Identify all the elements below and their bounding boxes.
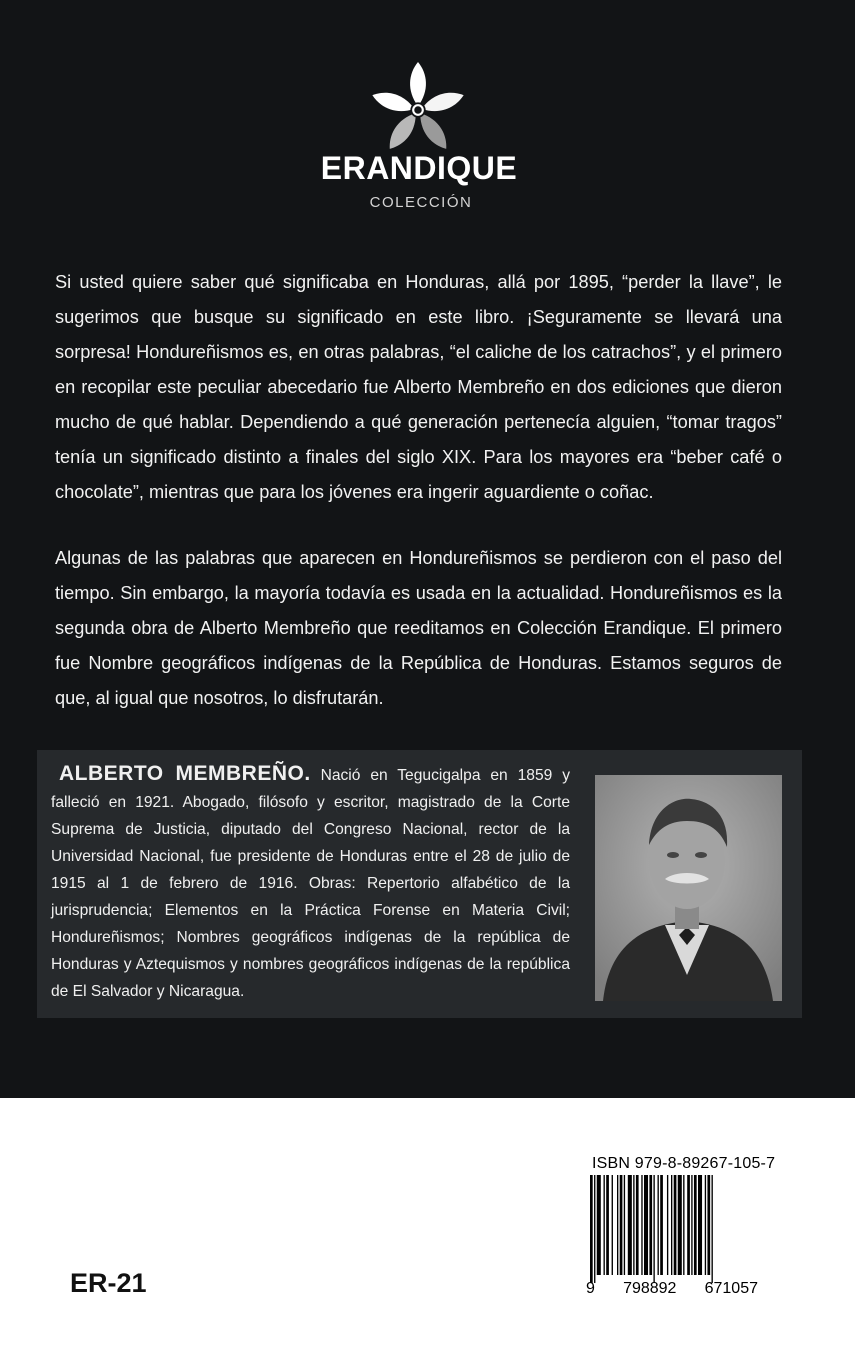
barcode-bar [683, 1175, 684, 1275]
barcode-bar [590, 1175, 593, 1283]
barcode-bar [628, 1175, 632, 1275]
author-bio-text: Nació en Tegucigalpa en 1859 y falleció en 1921. Abogado, filósofo y escritor, magistrado de la Corte Suprema de Justicia, diputado del Congreso Nacional, rector de la Universidad Nacional, fue presidente de Honduras entre el 28 de julio de 1915 al 1 de febrero de 1916. Obras: Repertorio alfabético de la jurisprudencia; Elementos en la Práctica Forense en Materia Civil; Hondureñismos; Nombres geográficos indígenas de la república de Honduras y Aztequismos y nombres geográficos indígenas de la república de El Salvador y Nicaragua. [51, 767, 570, 1000]
barcode-bar [691, 1175, 692, 1275]
barcode-bar [698, 1175, 702, 1275]
barcode-bar [707, 1175, 710, 1275]
barcode-bar [633, 1175, 634, 1275]
barcode-bar [641, 1175, 642, 1275]
barcode-bar [653, 1175, 654, 1283]
barcode-bar [667, 1175, 668, 1275]
isbn-label: ISBN 979-8-89267-105-7 [592, 1155, 776, 1172]
brand-subtitle: COLECCIÓN [369, 194, 473, 211]
series-code: ER-21 [70, 1268, 147, 1298]
barcode-bar [649, 1175, 652, 1275]
barcode-bar [606, 1175, 609, 1275]
barcode-bar [660, 1175, 663, 1275]
barcode-bar [594, 1175, 595, 1283]
barcode-bar [687, 1175, 690, 1275]
isbn-barcode [586, 1175, 758, 1283]
author-name: ALBERTO MEMBREÑO. [59, 762, 311, 785]
barcode-bar [644, 1175, 648, 1275]
author-portrait [595, 775, 782, 1001]
author-bio [51, 760, 570, 1005]
barcode-bar [617, 1175, 618, 1275]
isbn-digit-group-left: 798892 [623, 1280, 677, 1297]
isbn-digits [586, 1280, 758, 1298]
barcode-bar [694, 1175, 697, 1275]
isbn-digit-prefix: 9 [586, 1280, 595, 1297]
barcode-bar [678, 1175, 682, 1275]
barcode-bar [712, 1175, 713, 1283]
barcode-bar [612, 1175, 613, 1275]
barcode-bar [658, 1175, 659, 1275]
barcode-bar [674, 1175, 677, 1275]
barcode-bar [604, 1175, 605, 1275]
flower-logo-icon [370, 62, 466, 158]
description-paragraph-2: Algunas de las palabras que aparecen en Hondureñismos se perdieron con el paso del tiempo. Sin embargo, la mayoría todavía es usada en la actualidad. Hondureñismos es la segunda obra de Alberto Membreño que reeditamos en Colección Erandique. El primero fue Nombre geográficos indígenas de la República de Honduras. Estamos seguros de que, al igual que nosotros, lo disfrutarán. [55, 548, 782, 708]
barcode-bar [620, 1175, 623, 1275]
barcode-bar [671, 1175, 672, 1275]
barcode-bar [705, 1175, 706, 1275]
author-bio-box [37, 750, 802, 1018]
barcode-bar [636, 1175, 639, 1275]
brand-name: ERANDIQUE [320, 150, 518, 186]
description-paragraph-1: Si usted quiere saber qué significaba en Honduras, allá por 1895, “perder la llave”, le sugerimos que busque su significado en este libro. ¡Seguramente se llevará una sorpresa! Hondureñismos es, en otras palabras, “el caliche de los catrachos”, y el primero en recopilar este peculiar abecedario fue Alberto Membreño en dos ediciones que dieron mucho de qué hablar. Dependiendo a qué generación pertenecía alguien, “tomar tragos” tenía un significado distinto a finales del siglo XIX. Para los mayores era “beber café o chocolate”, mientras que para los jóvenes era ingerir aguardiente o coñac. [55, 272, 782, 502]
isbn-digit-group-right: 671057 [704, 1280, 758, 1297]
barcode-bar [624, 1175, 625, 1275]
barcode-bar [597, 1175, 601, 1275]
